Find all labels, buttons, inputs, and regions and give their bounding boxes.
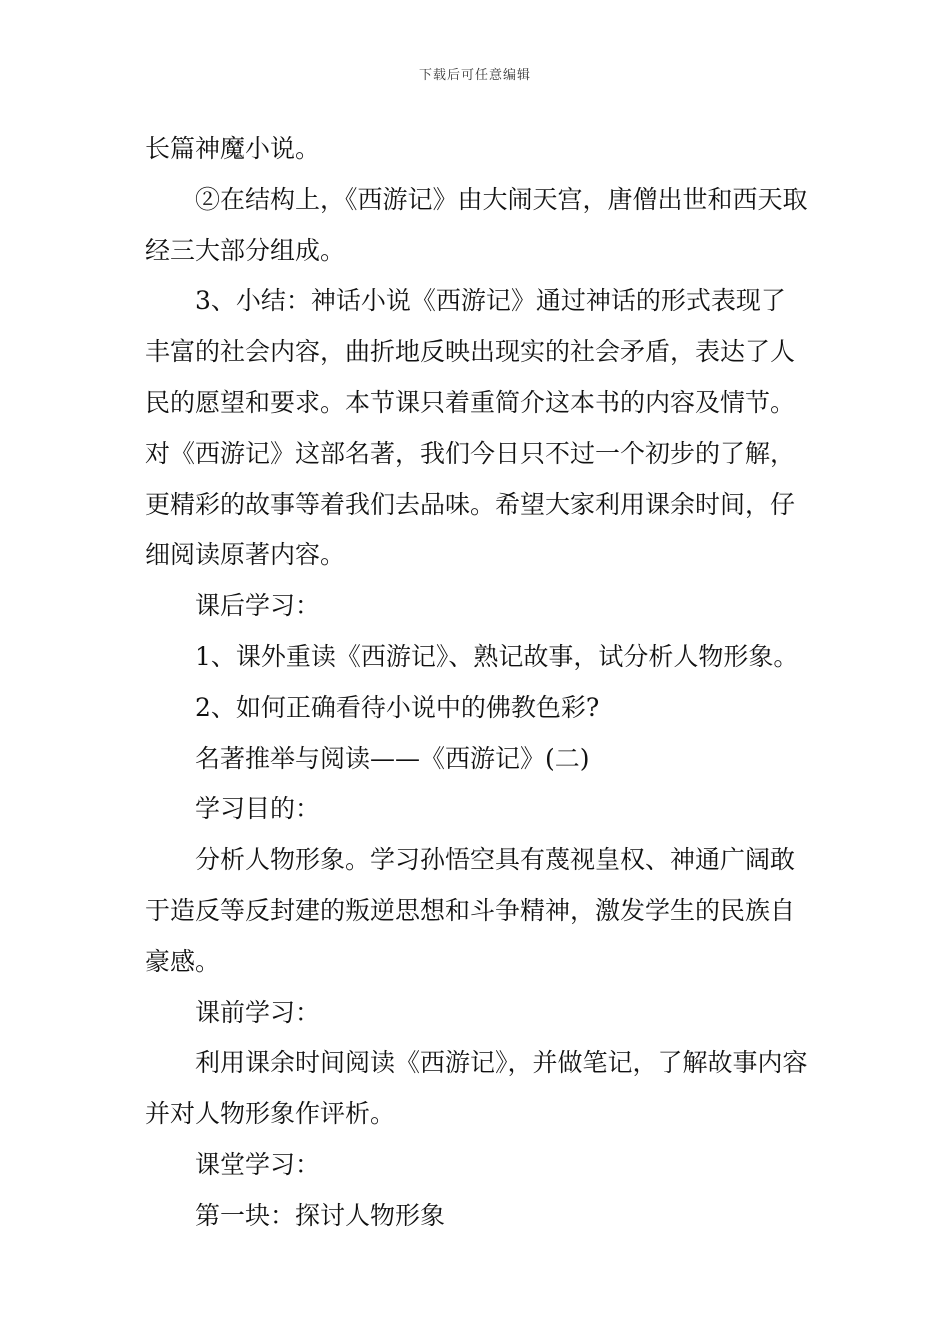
list-item-2: 2、如何正确看待小说中的佛教色彩? (195, 692, 600, 722)
heading-in-class: 课堂学习： (195, 1149, 321, 1179)
list-item-1: 1、课外重读《西游记》、熟记故事，试分析人物形象。 (195, 641, 799, 671)
paragraph-continuation: 长篇神魔小说。 (145, 134, 321, 163)
paragraph-before-class: 利用课余时间阅读《西游记》，并做笔记，了解故事内容并对人物形象作评析。 (145, 1048, 808, 1129)
paragraph-summary: 3、小结：神话小说《西游记》通过神话的形式表现了丰富的社会内容，曲折地反映出现实的社会矛盾，表达了人民的愿望和要求。本节课只着重简介这本书的内容及情节。对《西游记》这部名著，我们今日只不过一个初步的了解，更精彩的故事等着我们去品味。希望大家利用课余时间，仔细阅读原著内容。 (145, 286, 796, 570)
paragraph-structure: ②在结构上，《西游记》由大闹天宫，唐僧出世和西天取经三大部分组成。 (145, 184, 808, 265)
document-body (145, 124, 810, 1242)
heading-objective: 学习目的： (195, 794, 321, 824)
paragraph-objective: 分析人物形象。学习孙悟空具有蔑视皇权、神通广阔敢于造反等反封建的叛逆思想和斗争精神，激发学生的民族自豪感。 (145, 845, 796, 976)
section-title: 名著推举与阅读——《西游记》(二) (195, 743, 590, 773)
heading-after-class: 课后学习： (195, 591, 321, 621)
page-header: 下载后可任意编辑 (418, 68, 531, 83)
heading-before-class: 课前学习： (195, 997, 321, 1027)
heading-part-one: 第一块：探讨人物形象 (195, 1200, 446, 1230)
